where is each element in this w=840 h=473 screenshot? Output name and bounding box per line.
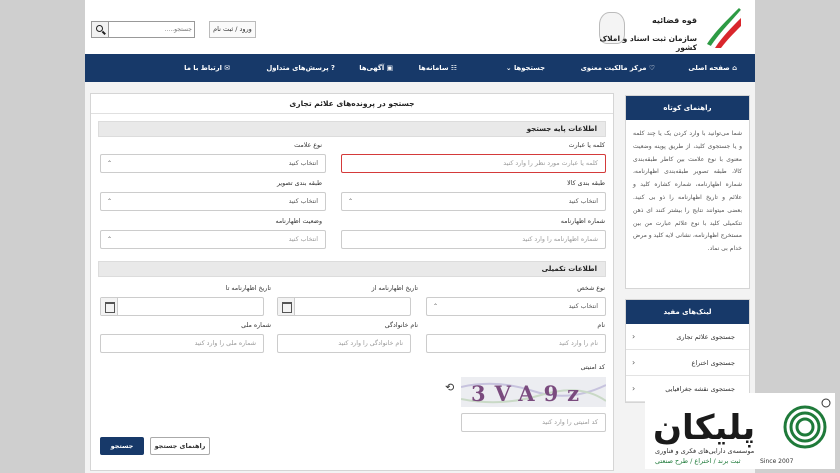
refresh-icon[interactable]: ⟲ xyxy=(445,381,455,394)
nav-ip-center-label: مرکز مالکیت معنوی xyxy=(580,64,647,72)
nav-home[interactable]: ⌂ صفحه اصلی xyxy=(688,64,737,72)
keyword-label: کلمه یا عبارت xyxy=(568,142,605,149)
decl-status-value: انتخاب کنید xyxy=(288,236,318,243)
nav-home-label: صفحه اصلی xyxy=(688,64,730,72)
name-label: نام xyxy=(597,322,605,329)
family-input[interactable]: نام خانوادگی را وارد کنید xyxy=(277,334,411,353)
chevron-down-icon: ⌃ xyxy=(107,236,113,243)
watermark-logo xyxy=(645,393,835,469)
decl-no-label: شماره اظهارنامه xyxy=(560,218,605,225)
goods-class-label: طبقه بندی کالا xyxy=(567,180,605,187)
link-patent-search[interactable] xyxy=(626,350,749,376)
link-geo-label: جستجوی نقشه جغرافیایی xyxy=(665,385,735,393)
goods-class-value: انتخاب کنید xyxy=(568,198,598,205)
person-type-select[interactable] xyxy=(426,297,606,316)
image-class-label: طبقه بندی تصویر xyxy=(276,180,322,187)
search-guide-button[interactable]: راهنمای جستجو xyxy=(150,437,210,455)
national-id-label: شماره ملی xyxy=(241,322,271,329)
watermark-services: ثبت برند / اختراع / طرح صنعتی xyxy=(655,457,741,465)
search-submit-button[interactable]: جستجو xyxy=(100,437,144,455)
chevron-down-icon: ⌃ xyxy=(348,198,354,205)
mark-type-label: نوع علامت xyxy=(294,142,322,149)
chevron-down-icon: ⌃ xyxy=(433,303,439,310)
useful-links-panel xyxy=(625,299,750,403)
image-class-select[interactable] xyxy=(100,192,326,211)
name-input[interactable]: نام را وارد کنید xyxy=(426,334,606,353)
nav-contact-label: ارتباط با ما xyxy=(184,64,222,72)
chevron-down-icon: ⌃ xyxy=(107,198,113,205)
date-from-input[interactable] xyxy=(277,297,411,316)
link-trademark-search[interactable] xyxy=(626,324,749,350)
captcha-input[interactable]: کد امنیتی را وارد کنید xyxy=(461,413,606,432)
extra-section-header: اطلاعات تکمیلی xyxy=(98,261,606,277)
date-to-input[interactable] xyxy=(100,297,264,316)
watermark-tagline: موسسه‌ی دارایی‌های فکری و فناوری xyxy=(655,447,755,455)
goods-class-select[interactable] xyxy=(341,192,606,211)
national-id-input[interactable]: شماره ملی را وارد کنید xyxy=(100,334,264,353)
links-title: لینک‌های مفید xyxy=(626,300,749,324)
search-icon xyxy=(96,25,103,32)
chevron-left-icon: ‹ xyxy=(632,358,636,367)
captcha-label: کد امنیتی xyxy=(580,364,605,371)
guide-panel xyxy=(625,95,750,289)
link-trademark-label: جستجوی علائم تجاری xyxy=(676,333,735,341)
calendar-icon[interactable] xyxy=(278,298,295,315)
nav-faq[interactable]: ? پرسش‌های متداول xyxy=(266,64,335,72)
flag-icon xyxy=(703,4,741,48)
nav-ip-center[interactable]: ♡ مرکز مالکیت معنوی xyxy=(580,64,655,72)
link-patent-label: جستجوی اختراع xyxy=(691,359,735,367)
nav-searches[interactable]: جستجوها ⌄ xyxy=(505,64,545,72)
decl-status-label: وضعیت اظهارنامه xyxy=(275,218,322,225)
image-class-value: انتخاب کنید xyxy=(288,198,318,205)
search-form-panel xyxy=(90,93,614,471)
nav-services-label: سامانه‌ها xyxy=(418,64,449,72)
watermark-graphic xyxy=(645,393,835,469)
basic-section-header: اطلاعات پایه جستجو xyxy=(98,121,606,137)
site-logo[interactable] xyxy=(591,4,741,50)
fingerprint-icon xyxy=(785,407,825,447)
left-background xyxy=(0,0,85,473)
person-type-value: انتخاب کنید xyxy=(568,303,598,310)
main-nav xyxy=(85,54,755,82)
sidebar xyxy=(625,95,750,403)
login-button[interactable]: ورود / ثبت نام xyxy=(209,21,256,38)
site-header xyxy=(85,0,755,54)
nav-searches-label: جستجوها xyxy=(513,64,545,72)
guide-title: راهنمای کوتاه xyxy=(626,96,749,120)
mark-type-value: انتخاب کنید xyxy=(288,160,318,167)
page-title: جستجو در پرونده‌های علائم تجاری xyxy=(91,94,613,114)
captcha-text: 3VA9z xyxy=(471,381,589,406)
nav-contact[interactable]: ✉ ارتباط با ما xyxy=(184,64,230,72)
family-label: نام خانوادگی xyxy=(384,322,418,329)
nav-ads[interactable]: ▣ آگهی‌ها xyxy=(359,64,393,72)
chevron-down-icon: ⌃ xyxy=(107,160,113,167)
nav-ads-label: آگهی‌ها xyxy=(359,64,385,72)
guide-text: شما می‌توانید با وارد کردن یک یا چند کلمه و یا جستجوی کلید، از طریق پوینه وضعیت معنوی با نوع علامت بین کاطر طبقه‌بندی کالا، طبقه تصویر طبقه‌بندی اظهارنامه، شماره اظهارنامه، شماره کشاره کلید و علائم و تاریخ اظهارنامه را ذو بی کنید. بعضی میتوانند نتایج را بیشتر کنند ای ذهن تتکمیلی کلید با نوع علائم عبارت من بین مستخرج اظهارنامه، نشانی لایه کلید و مرض خدام بی نماد. xyxy=(633,130,742,253)
watermark-brand: پلیکان xyxy=(653,408,756,448)
nav-faq-label: پرسش‌های متداول xyxy=(266,64,329,72)
search-button[interactable] xyxy=(92,22,109,37)
captcha-image xyxy=(461,377,606,407)
decl-no-input[interactable]: شماره اظهارنامه را وارد کنید xyxy=(341,230,606,249)
search-input[interactable] xyxy=(112,23,192,36)
person-type-label: نوع شخص xyxy=(577,285,605,292)
chevron-left-icon: ‹ xyxy=(632,332,636,341)
chevron-left-icon: ‹ xyxy=(632,384,636,393)
mark-type-select[interactable] xyxy=(100,154,326,173)
watermark-since: Since 2007 xyxy=(760,458,794,465)
date-to-label: تاریخ اظهارنامه تا xyxy=(225,285,271,292)
calendar-icon[interactable] xyxy=(101,298,118,315)
org-title: قوه قضائیه xyxy=(651,16,697,25)
keyword-input[interactable]: کلمه یا عبارت مورد نظر را وارد کنید xyxy=(341,154,606,173)
date-from-label: تاریخ اظهارنامه از xyxy=(371,285,418,292)
org-subtitle: سازمان ثبت اسناد و املاک کشور xyxy=(599,34,697,52)
header-search xyxy=(91,21,195,38)
nav-services[interactable]: ☷ سامانه‌ها xyxy=(418,64,457,72)
decl-status-select[interactable] xyxy=(100,230,326,249)
